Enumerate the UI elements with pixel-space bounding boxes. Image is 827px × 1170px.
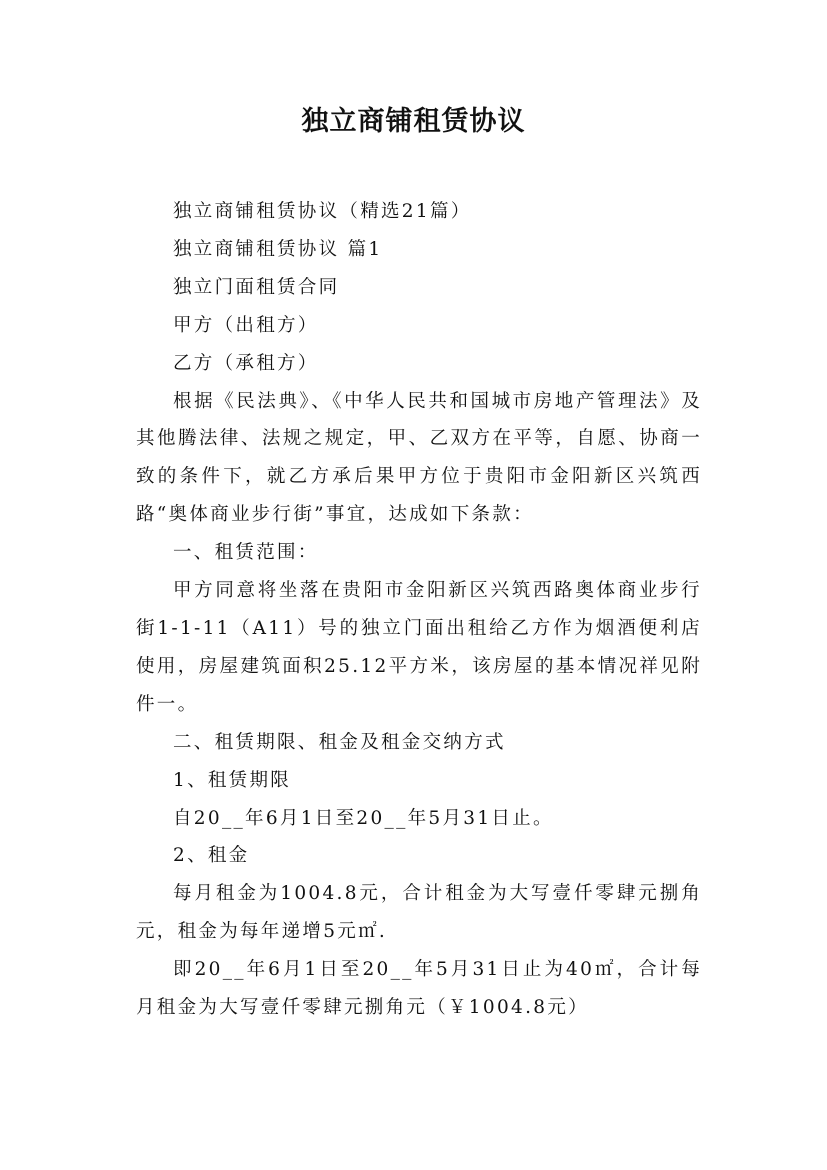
paragraph: 1、租赁期限 <box>173 769 292 791</box>
paragraph: 一、租赁范围： <box>173 542 319 564</box>
paragraph: 二、租赁期限、租金及租金交纳方式 <box>173 731 506 753</box>
paragraph: 自20__年6月1日至20__年5月31日止。 <box>173 807 554 829</box>
paragraph: 甲方（出租方） <box>173 314 319 336</box>
paragraph: 独立商铺租赁协议（精选21篇） <box>173 201 472 222</box>
paragraph: 根据《民法典》、《中华人民共和国城市房地产管理法》及其他腾法律、法规之规定，甲、乙双方在平等，自愿、协商一致的条件下，就乙方承后果甲方位于贵阳市金阳新区兴筑西路“奥体商业步行街”事宜，达成如下条款： <box>136 390 702 526</box>
paragraph: 独立商铺租赁协议 篇1 <box>173 238 383 260</box>
paragraph: 独立门面租赁合同 <box>173 276 340 298</box>
paragraph: 每月租金为1004.8元，合计租金为大写壹仟零肆元捌角元，租金为每年递增5元㎡. <box>136 883 702 943</box>
paragraph: 乙方（承租方） <box>173 352 319 374</box>
paragraph: 即20__年6月1日至20__年5月31日止为40㎡，合计每月租金为大写壹仟零肆元捌角元（￥1004.8元） <box>136 959 702 1019</box>
paragraph: 甲方同意将坐落在贵阳市金阳新区兴筑西路奥体商业步行街1-1-11（A11）号的独立门面出租给乙方作为烟酒便利店使用，房屋建筑面积25.12平方米，该房屋的基本情况祥见附件一。 <box>136 580 702 715</box>
document-title: 独立商铺租赁协议 <box>301 106 526 137</box>
paragraph: 2、租金 <box>173 845 250 867</box>
document-body <box>136 193 702 1027</box>
